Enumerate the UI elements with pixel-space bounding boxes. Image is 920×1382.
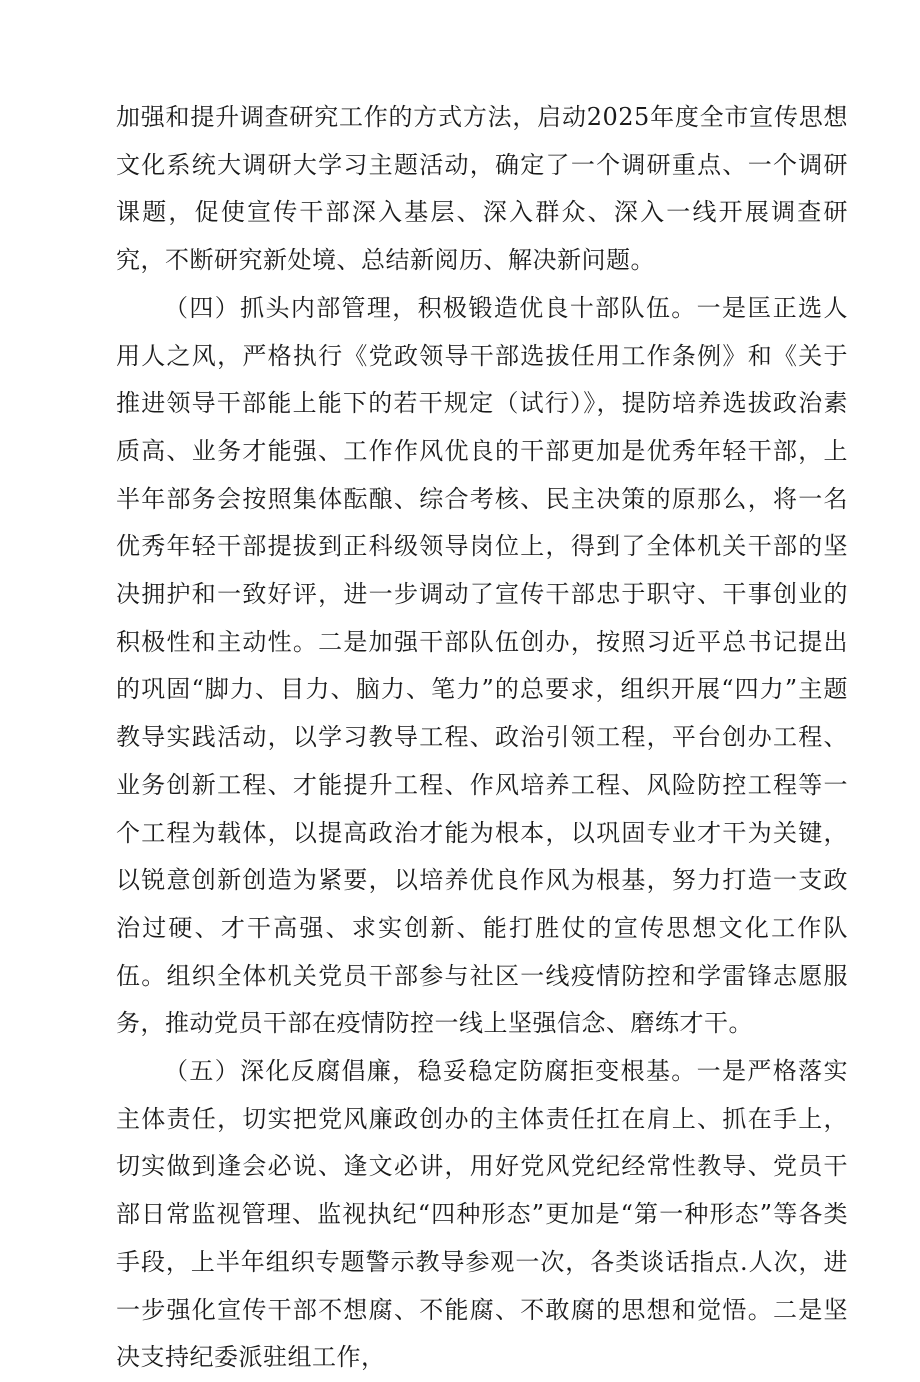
document-body — [116, 94, 848, 1382]
paragraph-section-four: （四）抓头内部管理，积极锻造优良十部队伍。一是匡正选人用人之风，严格执行《党政领导干部选拔任用工作条例》和《关于推进领导干部能上能下的若干规定（试行）》，提防培养选拔政治素质高、业务才能强、工作作风优良的干部更加是优秀年轻干部，上半年部务会按照集体酝酿、综合考核、民主决策的原那么，将一名优秀年轻干部提拔到正科级领导岗位上，得到了全体机关干部的坚决拥护和一致好评，进一步调动了宣传干部忠于职守、干事创业的积极性和主动性。二是加强干部队伍创办，按照习近平总书记提出的巩固“脚力、目力、脑力、笔力”的总要求，组织开展“四力”主题教导实践活动，以学习教导工程、政治引领工程，平台创办工程、业务创新工程、才能提升工程、作风培养工程、风险防控工程等一个工程为载体，以提高政治才能为根本，以巩固专业才干为关键，以锐意创新创造为紧要，以培养优良作风为根基，努力打造一支政治过硬、才干高强、求实创新、能打胜仗的宣传思想文化工作队伍。组织全体机关党员干部参与社区一线疫情防控和学雷锋志愿服务，推动党员干部在疫情防控一线上坚强信念、磨练才干。 — [116, 293, 848, 1038]
paragraph-section-five: （五）深化反腐倡廉，稳妥稳定防腐拒变根基。一是严格落实主体责任，切实把党风廉政创办的主体责任扛在肩上、抓在手上，切实做到逢会必说、逢文必讲，用好党风党纪经常性教导、党员干部日常监视管理、监视执纪“四种形态”更加是“第一种形态”等各类手段，上半年组织专题警示教导参观一次，各类谈话指点.人次，进一步强化宣传干部不想腐、不能腐、不敢腐的思想和觉悟。二是坚决支持纪委派驻组工作， — [116, 1057, 848, 1372]
paragraph-continuation: 加强和提升调查研究工作的方式方法，启动2025年度全市宣传思想文化系统大调研大学习主题活动，确定了一个调研重点、一个调研课题，促使宣传干部深入基层、深入群众、深入一线开展调查研究，不断研究新处境、总结新阅历、解决新问题。 — [116, 103, 848, 275]
